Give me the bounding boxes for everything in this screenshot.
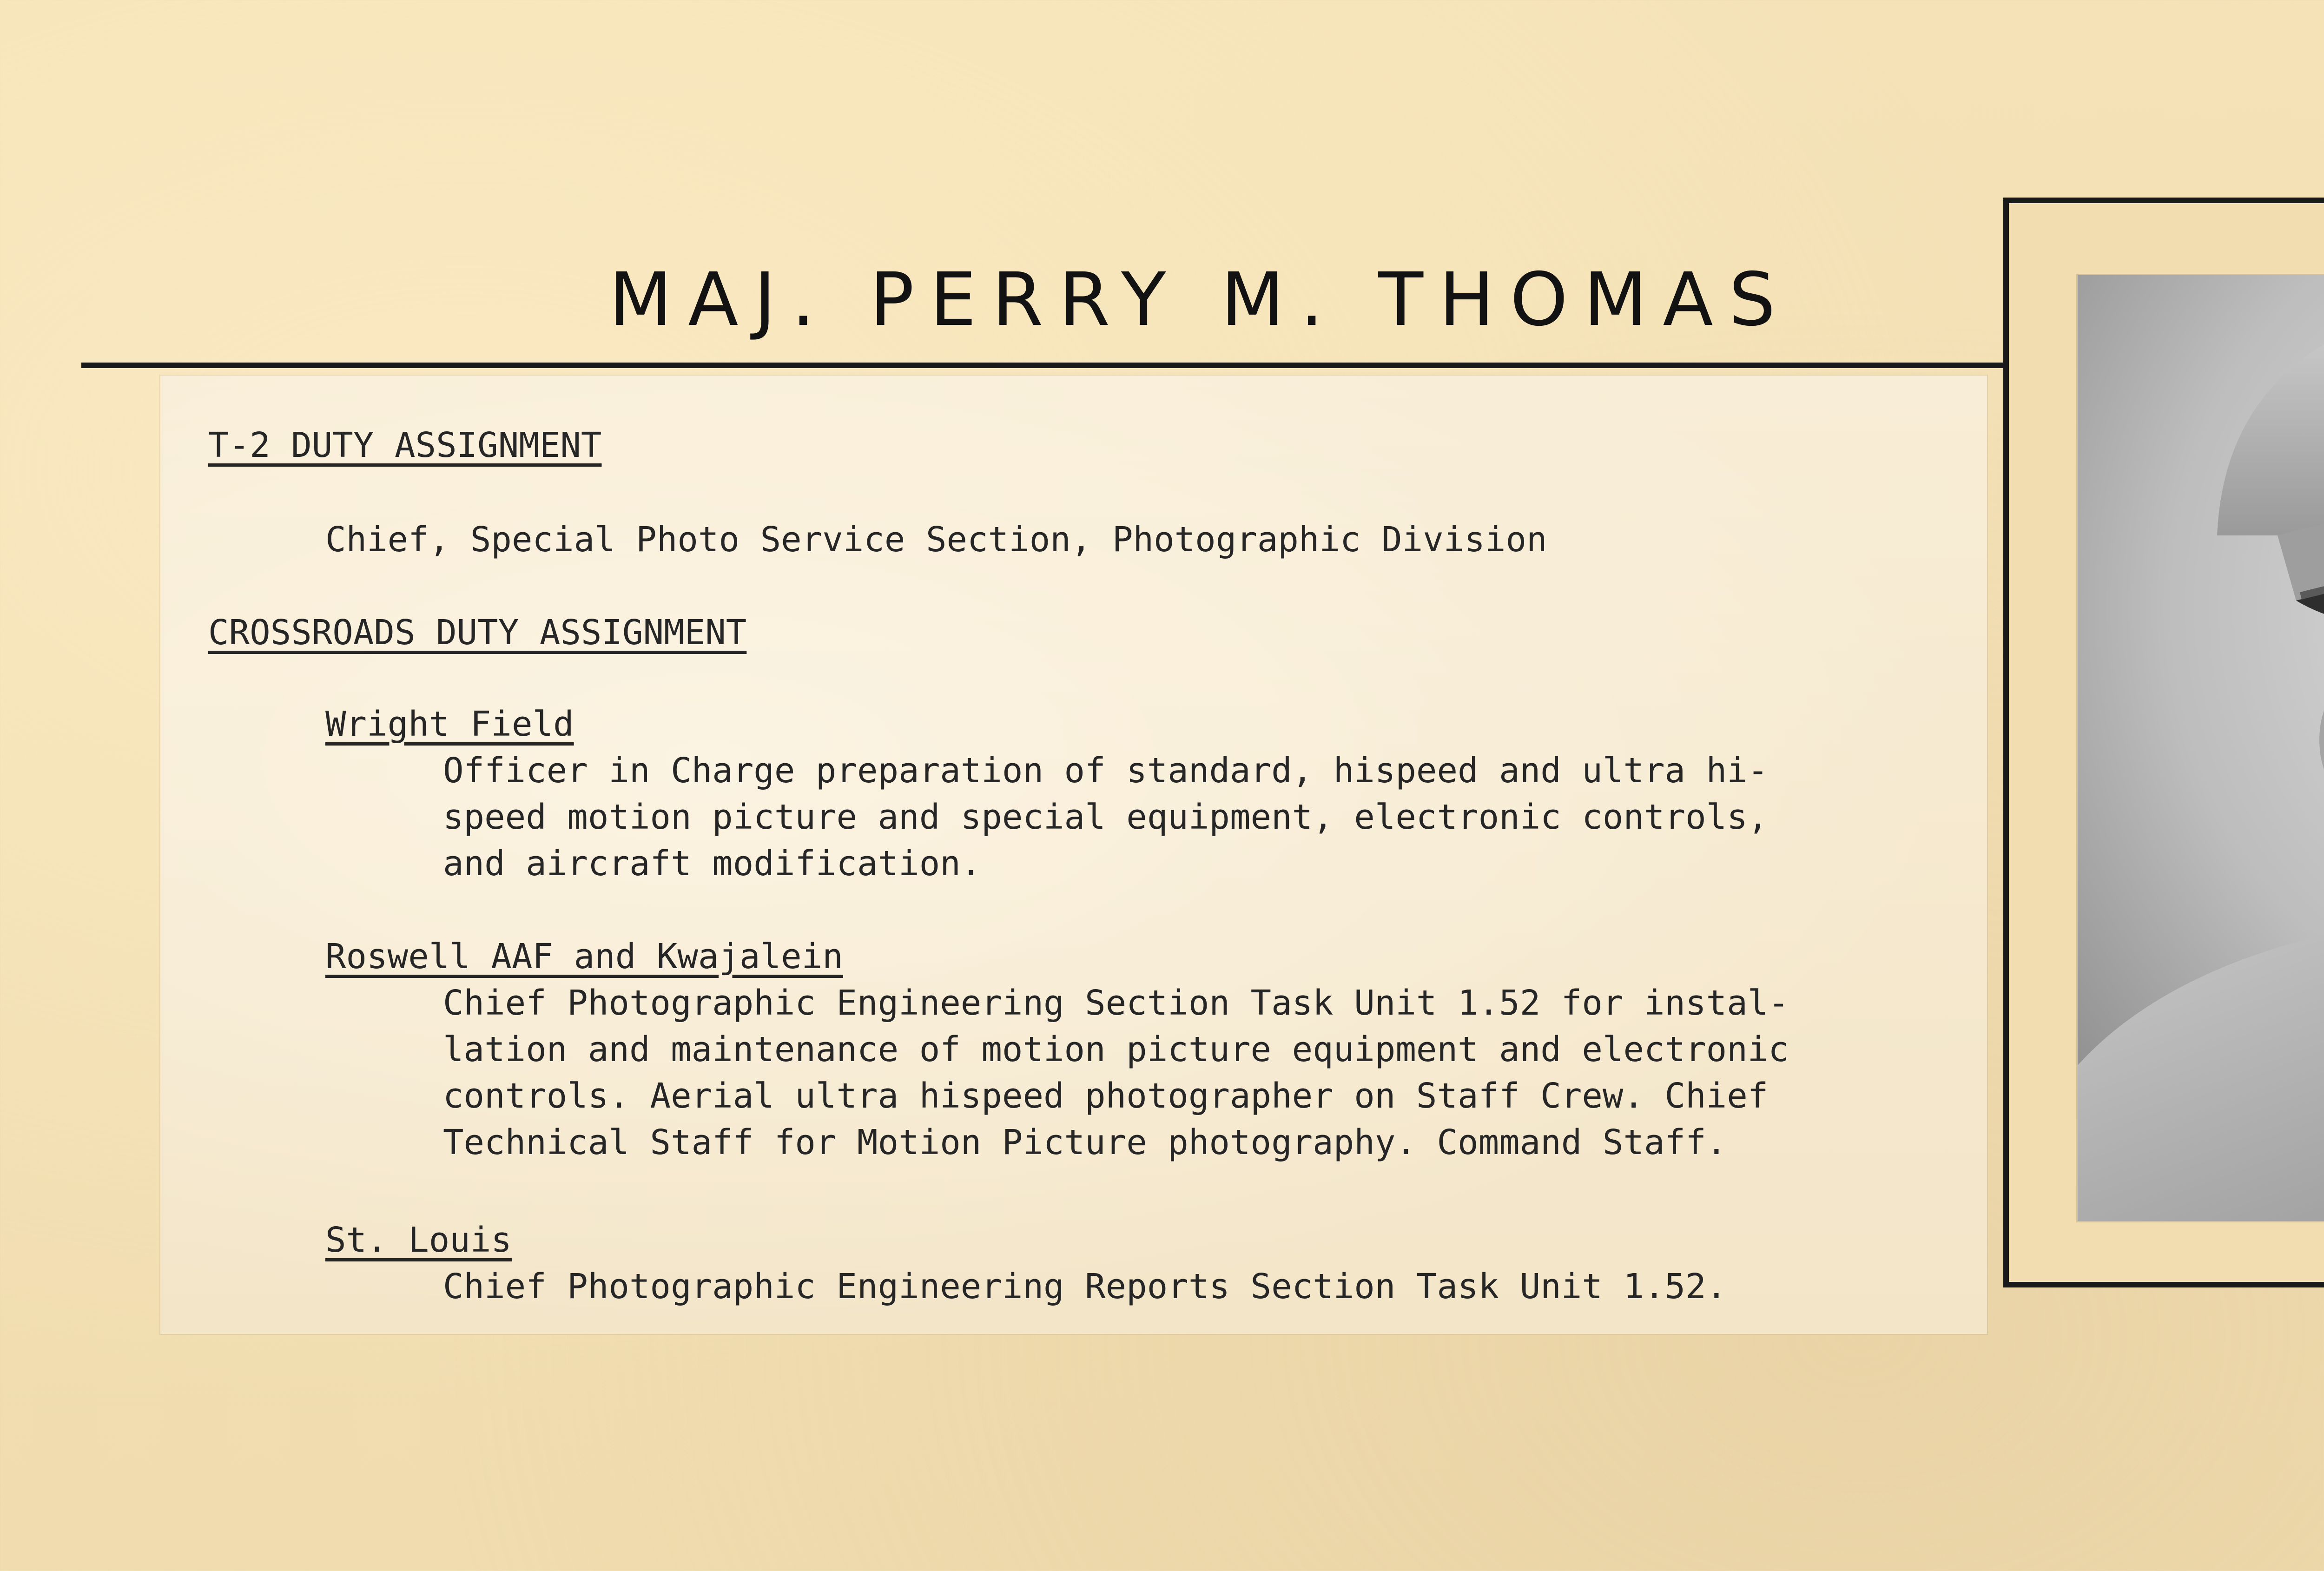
- portrait-photo: [2078, 275, 2324, 1221]
- name-underline-rule: [81, 363, 2003, 368]
- duty-entry-line: controls. Aerial ultra hispeed photographer on Staff Crew. Chief: [443, 1076, 1769, 1116]
- duty-entry-title: Wright Field: [325, 704, 574, 744]
- duty-entry-line: and aircraft modification.: [443, 844, 982, 884]
- duty-entry-line: Officer in Charge preparation of standard, hispeed and ultra hi-: [443, 751, 1769, 791]
- duty-entry-title: Roswell AAF and Kwajalein: [325, 937, 843, 977]
- duty-entry-title: St. Louis: [325, 1220, 512, 1260]
- duty-entry-line: Technical Staff for Motion Picture photography. Command Staff.: [443, 1122, 1727, 1162]
- t2-duty-heading: T-2 DUTY ASSIGNMENT: [208, 425, 602, 465]
- duty-entry-line: speed motion picture and special equipment, electronic controls,: [443, 797, 1769, 837]
- duty-entry-line: Chief Photographic Engineering Reports Section Task Unit 1.52.: [443, 1267, 1727, 1307]
- crossroads-duty-heading: CROSSROADS DUTY ASSIGNMENT: [208, 613, 747, 653]
- duty-entry-line: Chief Photographic Engineering Section Task Unit 1.52 for instal-: [443, 983, 1789, 1023]
- duty-entry-line: lation and maintenance of motion picture equipment and electronic: [443, 1030, 1789, 1069]
- name-heading: MAJ. PERRY M. THOMAS: [609, 257, 1791, 343]
- duty-entry-roswell-kwajalein: [325, 933, 1789, 1166]
- duty-entry-wright-field: [325, 701, 1768, 887]
- t2-duty-description: Chief, Special Photo Service Section, Photographic Division: [325, 520, 1547, 560]
- duty-entry-st-louis: [325, 1217, 1727, 1310]
- typed-biography-card: [160, 376, 1987, 1334]
- portrait-illustration: [2078, 275, 2324, 1221]
